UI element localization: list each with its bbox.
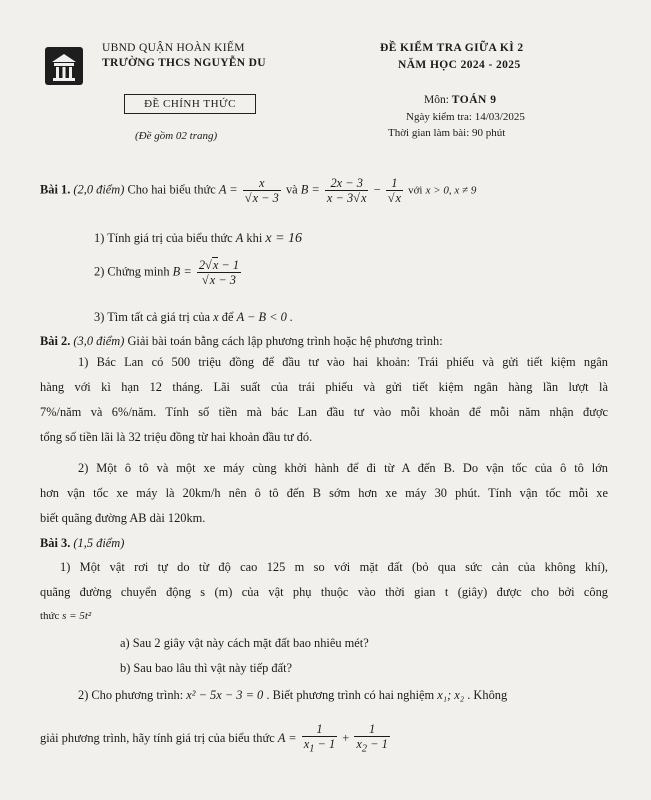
q1-intro-text: Cho hai biểu thức <box>127 182 216 197</box>
school-year: NĂM HỌC 2024 - 2025 <box>398 59 521 71</box>
q1-part1: 1) Tính giá trị của biểu thức A khi x = 16 <box>94 231 303 246</box>
q1-part1-value: x = 16 <box>265 231 303 246</box>
q3-question-b: b) Sau bao lâu thì vật này tiếp đất? <box>120 661 293 675</box>
q3-formula: s = 5t² <box>62 610 92 622</box>
subject-name: TOÁN 9 <box>451 94 497 106</box>
district-name: UBND QUẬN HOÀN KIẾM <box>102 42 245 54</box>
q3-p2-equation: x² − 5x − 3 = 0 <box>186 688 264 702</box>
q1-with: với <box>408 184 423 197</box>
q1-and: và <box>285 182 298 197</box>
q3-p2-line1 <box>78 688 507 703</box>
q2-intro <box>40 334 443 349</box>
q2-p1-line4: tổng số tiền lãi là 32 triệu đồng từ hai khoản đầu tư đó. <box>40 430 313 444</box>
q1-part2: 2) Chứng minh B = $\frac{2√x - 1}{√x - 3}$ <box>94 258 240 287</box>
q1-part2-text: 2) Chứng minh <box>94 264 170 279</box>
q1-part1-when: khi <box>246 231 263 245</box>
q2-label: Bài 2. <box>40 334 71 348</box>
school-logo-icon <box>44 46 84 86</box>
q2-intro-text: Giải bài toán bằng cách lập phương trình hoặc hệ phương trình: <box>127 334 443 348</box>
q3-p2-prefix: 2) Cho phương trình: <box>78 688 184 702</box>
q1-part3-text: 3) Tìm tất cả giá trị của <box>94 310 211 324</box>
q1-part3-ineq: A − B < 0 . <box>236 310 294 324</box>
q2-p2-line3: biết quãng đường AB dài 120km. <box>40 511 206 525</box>
q3-p2-line2-text: giải phương trình, hãy tính giá trị của biểu thức <box>40 731 275 746</box>
q3-p2-suffix: . Biết phương trình có hai nghiệm <box>266 688 435 702</box>
q1-part3 <box>94 310 293 325</box>
q3-p1-line2: quãng đường chuyển động s (m) của vật phụ thuộc vào thời gian t (giây) được cho bởi công <box>40 585 608 599</box>
q1-part1-text: 1) Tính giá trị của biểu thức <box>94 231 233 245</box>
q2-p1-line2: hàng với kì hạn 12 tháng. Lãi suất của trái phiếu và gửi tiết kiệm ngân hàng lần lượt là <box>40 380 608 394</box>
exam-date: Ngày kiểm tra: 14/03/2025 <box>406 111 525 123</box>
q3-intro <box>40 536 124 551</box>
q1-label: Bài 1. <box>40 182 71 197</box>
q3-question-a: a) Sau 2 giây vật này cách mặt đất bao nhiêu mét? <box>120 636 369 650</box>
school-name: TRƯỜNG THCS NGUYỄN DU <box>102 57 266 69</box>
q1-part3-var: x <box>213 310 219 324</box>
subject-line <box>424 94 496 106</box>
q3-label: Bài 3. <box>40 536 71 550</box>
q3-p2-end: . Không <box>467 688 508 702</box>
q2-p2-line1: 2) Một ô tô và một xe máy cùng khởi hành để đi từ A đến B. Do vận tốc của ô tô lớn <box>78 461 608 475</box>
exam-title: ĐỀ KIỂM TRA GIỮA KÌ 2 <box>380 42 524 54</box>
subject-label: Môn: <box>424 94 449 106</box>
q1-points: (2,0 điểm) <box>73 182 125 197</box>
pages-note: (Đề gồm 02 trang) <box>135 130 218 142</box>
q2-p1-line3: 7%/năm và 6%/năm. Tính số tiền mà bác Lan đầu tư vào mỗi khoản để mỗi năm nhận được <box>40 405 608 419</box>
q2-points: (3,0 điểm) <box>73 334 125 348</box>
header-left <box>40 40 340 180</box>
q3-points: (1,5 điểm) <box>73 536 125 550</box>
official-badge: ĐỀ CHÍNH THỨC <box>124 94 256 114</box>
q2-p1-line1: 1) Bác Lan có 500 triệu đồng để đầu tư vào hai khoản: Trái phiếu và gửi tiết kiệm ngân <box>78 355 608 369</box>
q3-formula-prefix: thức <box>40 610 60 622</box>
q3-p2-line2: giải phương trình, hãy tính giá trị của biểu thức A = $\frac{1}{x_1 - 1}$ + $\frac{1}{x_2 - 1}$ <box>40 722 388 755</box>
header-right <box>380 40 630 180</box>
q3-formula-line <box>40 610 91 622</box>
q3-p1-line1: 1) Một vật rơi tự do từ độ cao 125 m so với mặt đất (bỏ qua sức cản của không khí), <box>60 560 608 574</box>
q1-condition: x > 0, x ≠ 9 <box>425 184 477 197</box>
q2-p2-line2: hơn vận tốc xe máy là 20km/h nên ô tô đến B sớm hơn xe máy 30 phút. Tính vận tốc mỗi xe <box>40 486 608 500</box>
exam-duration: Thời gian làm bài: 90 phút <box>388 127 506 139</box>
q1-part3-for: để <box>221 310 234 324</box>
q1-intro: Bài 1. (2,0 điểm) Cho hai biểu thức A = $\frac{x}{√x - 3}$ và B = $\frac{2x - 3}{x - 3√x}$ − $\frac{1}{√x}$ với x > 0, x ≠ 9 <box>40 176 477 205</box>
q3-p2-roots: x₁; x₂ <box>437 688 465 702</box>
